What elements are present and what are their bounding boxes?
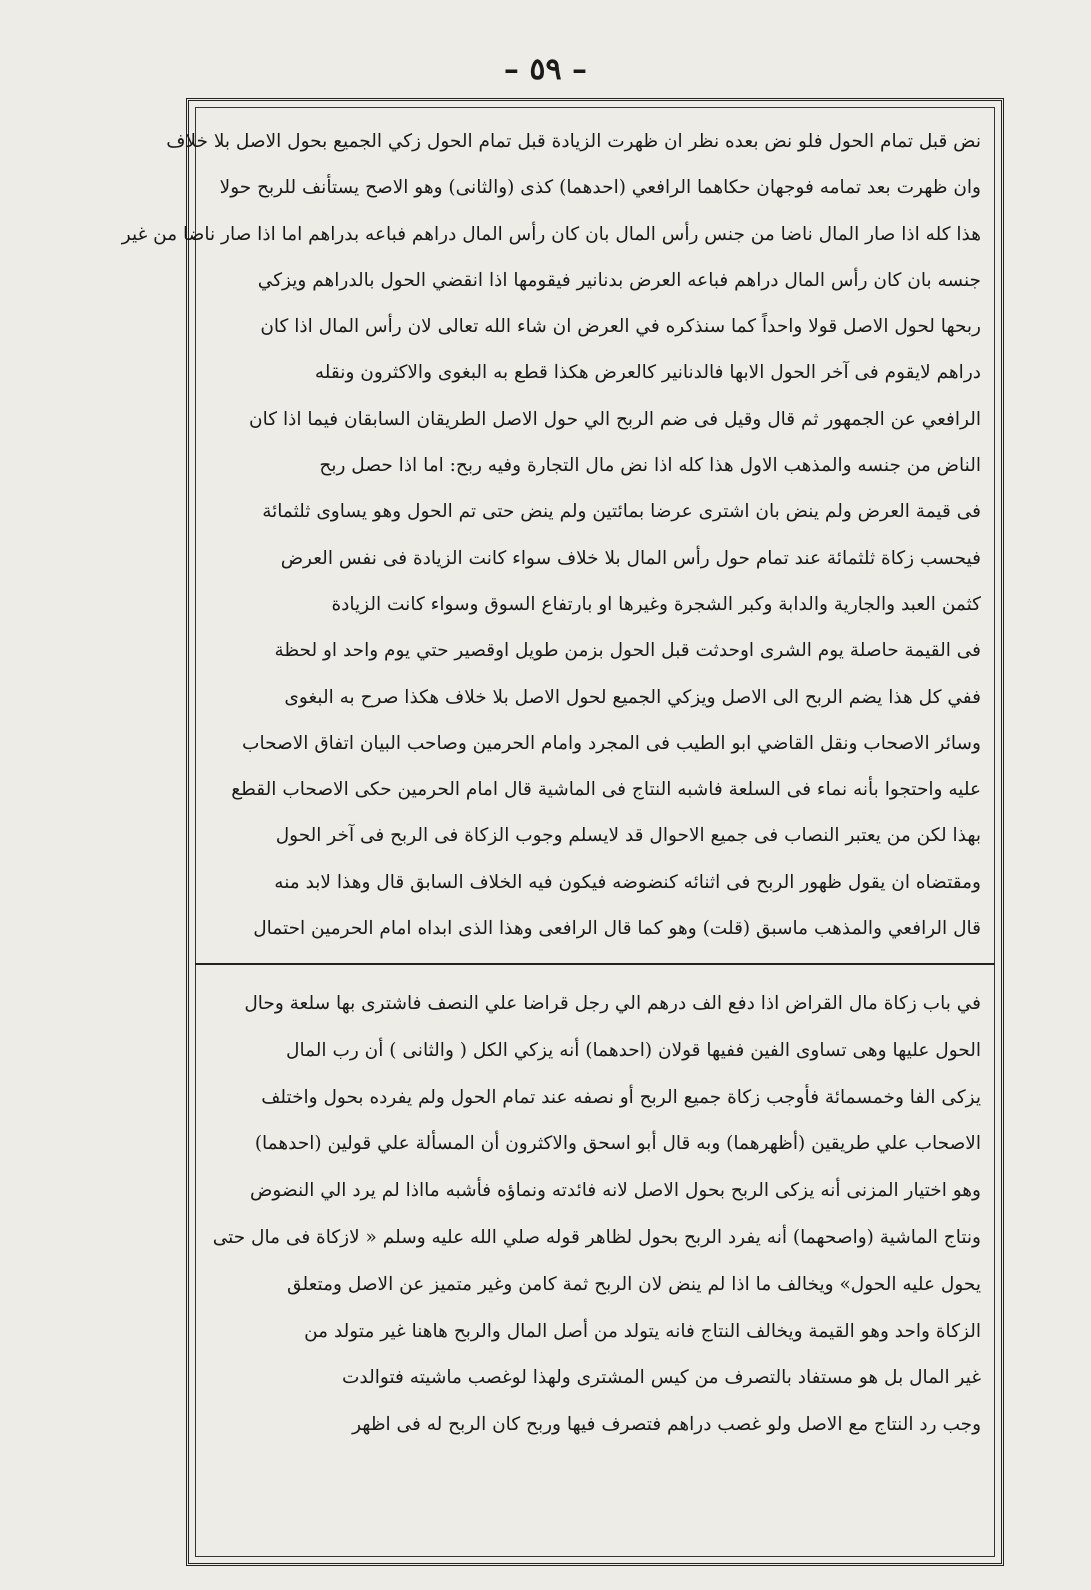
footnote-line: يحول عليه الحول» ويخالف ما اذا لم ينض لان الربح ثمة كامن وغير متميز عن الاصل ومتعلق	[287, 1273, 981, 1295]
text-line: ففي كل هذا يضم الربح الى الاصل ويزكي الجميع لحول الاصل بلا خلاف هكذا صرح به البغوى	[284, 686, 981, 708]
text-line: الرافعي عن الجمهور ثم قال وقيل فى ضم الربح الي حول الاصل الطريقان السابقان فيما اذا كان	[249, 408, 981, 430]
footnote-line: يزكى الفا وخمسمائة فأوجب زكاة جميع الربح أو نصفه عند تمام الحول ولم يفرده بحول واختلف	[261, 1086, 981, 1108]
text-line: وسائر الاصحاب ونقل القاضي ابو الطيب فى المجرد وامام الحرمين وصاحب البيان اتفاق الاصحاب	[242, 732, 981, 754]
footnote-line: الزكاة واحد وهو القيمة ويخالف النتاج فانه يتولد من أصل المال والربح هاهنا غير متولد من	[304, 1320, 981, 1342]
footnote-line: في باب زكاة مال القراض اذا دفع الف درهم الي رجل قراضا علي النصف فاشترى بها سلعة وحال	[244, 993, 981, 1014]
footnote-text	[209, 981, 981, 1449]
footnote-line: الحول عليها وهى تساوى الفين ففيها قولان (احدهما) أنه يزكي الكل ( والثانى ) أن رب المال	[286, 1039, 981, 1061]
text-line: فى القيمة حاصلة يوم الشرى اوحدثت قبل الحول بزمن طويل اوقصير حتي يوم واحد او لحظة	[274, 640, 981, 662]
text-line: الناض من جنسه والمذهب الاول هذا كله اذا نض مال التجارة وفيه ربح: اما اذا حصل ربح	[319, 455, 981, 477]
text-line: وان ظهرت بعد تمامه فوجهان حكاهما الرافعي (احدهما) كذى (والثانى) وهو الاصح يستأنف للربح حولا	[219, 177, 981, 199]
text-line: قال الرافعي والمذهب ماسبق (قلت) وهو كما قال الرافعى وهذا الذى ابداه امام الحرمين احتمال	[253, 918, 981, 940]
footnote-line: ونتاج الماشية (واصحهما) أنه يفرد الربح بحول لظاهر قوله صلي الله عليه وسلم « لازكاة فى مال حتى	[212, 1226, 981, 1248]
footnote-separator	[195, 963, 995, 965]
text-line: ومقتضاه ان يقول ظهور الربح فى اثنائه كنضوضه فيكون فيه الخلاف السابق قال وهذا لابد منه	[274, 871, 981, 893]
text-line: نض قبل تمام الحول فلو نض بعده نظر ان ظهرت الزيادة قبل تمام الحول زكي الجميع بحول الاصل بلا خلاف	[166, 131, 981, 152]
text-line: عليه واحتجوا بأنه نماء فى السلعة فاشبه النتاج فى الماشية قال امام الحرمين حكى الاصحاب القطع	[231, 779, 981, 801]
footnote-line: وهو اختيار المزنى أنه يزكى الربح بحول الاصل لانه فائدته ونماؤه فأشبه مااذا لم يرد الي النضوض	[250, 1180, 981, 1202]
text-line: بهذا لكن من يعتبر النصاب فى جميع الاحوال قد لايسلم وجوب الزكاة فى الربح فى آخر الحول	[275, 825, 981, 847]
text-line: كثمن العبد والجارية والدابة وكبر الشجرة وغيرها او بارتفاع السوق وسواء كانت الزيادة	[331, 593, 981, 615]
text-line: هذا كله اذا صار المال ناضا من جنس رأس المال بان كان رأس المال دراهم فباعه بدراهم اما اذا صار ناضا من غير	[121, 223, 981, 245]
text-line: جنسه بان كان رأس المال دراهم فباعه العرض بدنانير فيقومها اذا انقضي الحول بالدراهم ويزكي	[257, 269, 981, 291]
footnote-line: وجب رد النتاج مع الاصل ولو غصب دراهم فتصرف فيها وربح كان الربح له فى اظهر	[352, 1414, 981, 1436]
page-frame	[121, 98, 1004, 1566]
text-line: فى قيمة العرض ولم ينض بان اشترى عرضا بمائتين ولم ينض حتى تم الحول وهو يساوى ثلثمائة	[262, 501, 981, 523]
footnote-line: الاصحاب علي طريقين (أظهرهما) وبه قال أبو اسحق والاكثرون أن المسألة علي قولين (احدهما)	[254, 1133, 981, 1155]
text-line: دراهم لايقوم فى آخر الحول الابها فالدنانير كالعرض هكذا قطع به البغوى والاكثرون ونقله	[314, 362, 981, 384]
text-line: ربحها لحول الاصل قولا واحداً كما سنذكره في العرض ان شاء الله تعالى لان رأس المال اذا كان	[260, 316, 981, 338]
text-line: فيحسب زكاة ثلثمائة عند تمام حول رأس المال بلا خلاف سواء كانت الزيادة فى نفس العرض	[280, 547, 981, 569]
page-number: – ٥٩ –	[503, 52, 588, 87]
main-text	[121, 119, 981, 952]
footnote-line: غير المال بل هو مستفاد بالتصرف من كيس المشترى ولهذا لوغصب ماشيته فتوالدت	[342, 1367, 981, 1389]
